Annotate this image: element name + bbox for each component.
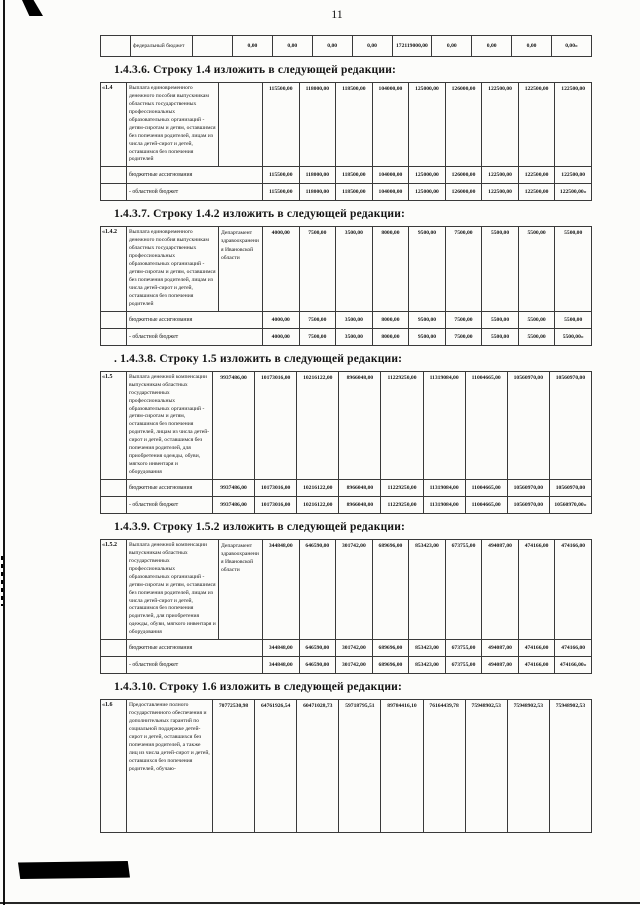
value-cell: 118000,00 xyxy=(299,167,336,184)
value-cell: 474166,00 xyxy=(518,539,555,639)
value-cell: 494087,00 xyxy=(482,640,519,657)
description-cell xyxy=(127,371,213,479)
value-cell: 5500,00 xyxy=(518,328,555,345)
value-cell: 8966048,00 xyxy=(339,371,381,479)
table-row xyxy=(101,328,592,345)
value-cell: 301742,00 xyxy=(336,657,373,674)
scan-artifact-left-edge-line xyxy=(3,0,5,905)
value-cell: 646590,00 xyxy=(299,657,336,674)
value-cell: 0,00 xyxy=(272,36,312,57)
description-text: Выплата денежной компенсации выпускникам областных государственных профессиональных образовательных организаций - детям-сиротам и детям, оставшимся без попечения родителей, лицам из числа детей-сирот и детей, оставшимся без попечения родителей, для приобретения одежды, обуви, мягкого инвентаря и оборудования xyxy=(129,541,216,636)
value-cell: 115500,00 xyxy=(263,167,300,184)
value-cell: 5500,00 xyxy=(482,311,519,328)
value-cell: 5500,00 xyxy=(518,311,555,328)
value-cell: 70772530,98 xyxy=(213,700,255,833)
value-cell: 5500,00 xyxy=(518,227,555,311)
value-cell: 10173016,00 xyxy=(255,479,297,496)
empty-cell xyxy=(101,657,127,674)
value-cell: 11319084,00 xyxy=(423,371,465,479)
value-cell: 75948902,53 xyxy=(507,700,549,833)
table-row xyxy=(101,496,592,513)
budget-level-label: федеральный бюджет xyxy=(131,36,193,57)
table-row xyxy=(101,167,592,184)
section-2 xyxy=(100,208,592,345)
value-cell: 10173016,00 xyxy=(255,371,297,479)
value-cell: 125000,00 xyxy=(409,167,446,184)
value-cell: 104000,00 xyxy=(372,184,409,201)
value-cell: 118000,00 xyxy=(299,83,336,167)
value-cell: 673755,00 xyxy=(445,539,482,639)
empty-cell xyxy=(101,36,131,57)
value-cell: 118500,00 xyxy=(336,184,373,201)
section-heading: 1.4.3.6. Строку 1.4 изложить в следующей редакции: xyxy=(114,64,397,76)
empty-cell xyxy=(101,328,127,345)
value-cell: 122500,00 xyxy=(555,83,592,167)
value-cell: 673755,00 xyxy=(445,640,482,657)
section-5 xyxy=(100,681,592,833)
value-cell: 5500,00 xyxy=(482,328,519,345)
value-cell: 118500,00 xyxy=(336,83,373,167)
value-cell: 10560970,00» xyxy=(549,496,591,513)
value-cell: 9937486,00 xyxy=(213,496,255,513)
value-cell: 8966048,00 xyxy=(339,479,381,496)
value-cell: 126000,00 xyxy=(445,167,482,184)
empty-cell xyxy=(101,640,127,657)
revision-table-4 xyxy=(100,539,592,674)
row-number-cell: «1.5 xyxy=(101,371,127,479)
value-cell: 122500,00 xyxy=(555,167,592,184)
row-label-cell: - областной бюджет xyxy=(127,328,263,345)
value-cell: 689696,00 xyxy=(372,640,409,657)
empty-cell xyxy=(101,184,127,201)
revision-table-5 xyxy=(100,699,592,833)
row-label-cell: бюджетные ассигнования xyxy=(127,640,263,657)
executor-cell: Департамент здравоохранения Ивановской области xyxy=(219,539,263,639)
value-cell: 89784416,10 xyxy=(381,700,423,833)
section-heading: 1.4.3.9. Строку 1.5.2 изложить в следующей редакции: xyxy=(114,520,406,533)
value-cell: 122500,00 xyxy=(518,83,555,167)
sections-container xyxy=(100,64,592,833)
value-cell: 115500,00 xyxy=(263,83,300,167)
table-row xyxy=(101,311,592,328)
revision-table-3 xyxy=(100,371,592,514)
table-row xyxy=(101,479,592,496)
value-cell: 7500,00 xyxy=(299,328,336,345)
value-cell: 122500,00 xyxy=(482,184,519,201)
value-cell: 5500,00 xyxy=(482,227,519,311)
executor-cell: Департамент здравоохранения Ивановской области xyxy=(219,227,263,311)
value-cell: 122500,00» xyxy=(555,184,592,201)
value-cell: 7500,00 xyxy=(299,311,336,328)
value-cell: 10560970,00 xyxy=(507,371,549,479)
scan-artifact-bottom-blob xyxy=(18,861,130,879)
value-cell: 122500,00 xyxy=(482,83,519,167)
value-cell: 75948902,53 xyxy=(465,700,507,833)
page-number: 11 xyxy=(331,7,343,21)
description-text: Выплата единовременного денежного пособия выпускникам областных государственных профессиональных образовательных организаций - детям-сиротам и детям, оставшимся без попечения родителей, лицам из числа детей-сирот и детей, оставшимся без попечения родителей xyxy=(129,85,216,163)
value-cell: 11319084,00 xyxy=(423,496,465,513)
value-cell: 115500,00 xyxy=(263,184,300,201)
value-cell: 494087,00 xyxy=(482,539,519,639)
row-label-cell: - областной бюджет xyxy=(127,657,263,674)
value-cell: 5500,00 xyxy=(555,311,592,328)
table-row xyxy=(101,371,592,479)
value-cell: 4000,00 xyxy=(263,311,300,328)
value-cell: 0,00 xyxy=(512,36,552,57)
value-cell: 3500,00 xyxy=(336,227,373,311)
value-cell: 0,00 xyxy=(472,36,512,57)
table-row xyxy=(101,700,592,833)
section-heading: 1.4.3.10. Строку 1.6 изложить в следующей редакции: xyxy=(114,681,402,694)
table-row xyxy=(101,539,592,639)
description-cell xyxy=(127,83,219,167)
table-row xyxy=(101,184,592,201)
value-cell: 7500,00 xyxy=(445,227,482,311)
value-cell: 126000,00 xyxy=(445,184,482,201)
description-text: Выплата денежной компенсации выпускникам областных государственных профессиональных образовательных организаций - детям-сиротам и детям, оставшимся без попечения родителей, лицам из числа детей-сирот и детей, оставшимся без попечения родителей, для приобретения одежды, обуви, мягкого инвентаря и оборудования xyxy=(129,373,210,475)
value-cell: 9500,00 xyxy=(409,227,446,311)
executor-cell xyxy=(219,83,263,167)
value-cell: 11229250,00 xyxy=(381,479,423,496)
table-row xyxy=(101,83,592,167)
value-cell: 10173016,00 xyxy=(255,496,297,513)
value-cell: 689696,00 xyxy=(372,657,409,674)
description-cell xyxy=(127,539,219,639)
value-cell: 104000,00 xyxy=(372,167,409,184)
value-cell: 10216122,00 xyxy=(297,479,339,496)
value-cell: 474166,00 xyxy=(518,640,555,657)
value-cell: 10216122,00 xyxy=(297,496,339,513)
value-cell: 474166,00 xyxy=(555,640,592,657)
section-heading: 1.4.3.7. Строку 1.4.2 изложить в следующей редакции: xyxy=(114,208,406,221)
value-cell: 8000,00 xyxy=(372,328,409,345)
value-cell: 126000,00 xyxy=(445,83,482,167)
value-cell: 7500,00 xyxy=(445,311,482,328)
value-cell: 60471028,73 xyxy=(297,700,339,833)
value-cell: 4000,00 xyxy=(263,328,300,345)
revision-table-1 xyxy=(100,82,592,201)
description-text: Выплата единовременного денежного пособия выпускникам областных государственных профессиональных образовательных организаций - детям-сиротам и детям, оставшимся без попечения родителей, лицам из числа детей-сирот и детей, оставшимся без попечения родителей xyxy=(129,229,216,307)
value-cell: 3500,00 xyxy=(336,311,373,328)
value-cell: 10560970,00 xyxy=(549,479,591,496)
value-cell: 0,00» xyxy=(552,36,592,57)
value-cell: 3500,00 xyxy=(336,328,373,345)
value-cell: 125000,00 xyxy=(409,184,446,201)
value-cell: 11229250,00 xyxy=(381,496,423,513)
empty-cell xyxy=(101,167,127,184)
value-cell: 11229250,00 xyxy=(381,371,423,479)
value-cell: 474166,00» xyxy=(555,657,592,674)
value-cell: 75948902,53 xyxy=(549,700,591,833)
value-cell: 10216122,00 xyxy=(297,371,339,479)
value-cell: 11004665,00 xyxy=(465,479,507,496)
value-cell: 59718795,51 xyxy=(339,700,381,833)
value-cell: 125000,00 xyxy=(409,83,446,167)
value-cell: 344848,00 xyxy=(263,539,300,639)
row-number-cell: «1.4 xyxy=(101,83,127,167)
row-label-cell: бюджетные ассигнования xyxy=(127,167,263,184)
section-4 xyxy=(100,521,592,674)
value-cell: 10560970,00 xyxy=(507,496,549,513)
row-label-cell: бюджетные ассигнования xyxy=(127,311,263,328)
value-cell: 474166,00 xyxy=(555,539,592,639)
description-cell xyxy=(127,700,213,833)
row-label-cell: - областной бюджет xyxy=(127,184,263,201)
value-cell: 122500,00 xyxy=(482,167,519,184)
value-cell: 646590,00 xyxy=(299,539,336,639)
value-cell: 4000,00 xyxy=(263,227,300,311)
value-cell: 9937486,00 xyxy=(213,479,255,496)
scan-artifact-bottom-edge-line xyxy=(0,902,640,904)
section-heading: . 1.4.3.8. Строку 1.5 изложить в следующей редакции: xyxy=(114,352,403,365)
value-cell: 9500,00 xyxy=(409,311,446,328)
row-number-cell: «1.4.2 xyxy=(101,227,127,311)
revision-table-2 xyxy=(100,226,592,345)
empty-cell xyxy=(193,36,233,57)
section-3 xyxy=(100,353,592,514)
value-cell: 5500,00 xyxy=(555,227,592,311)
value-cell: 0,00 xyxy=(352,36,392,57)
document-content xyxy=(100,35,592,833)
table-row xyxy=(101,36,592,57)
empty-cell xyxy=(101,311,127,328)
value-cell: 11004665,00 xyxy=(465,371,507,479)
value-cell: 9500,00 xyxy=(409,328,446,345)
value-cell: 8966048,00 xyxy=(339,496,381,513)
table-row xyxy=(101,640,592,657)
value-cell: 118000,00 xyxy=(299,184,336,201)
row-number-cell: «1.6 xyxy=(101,700,127,833)
scan-artifact-left-dashes xyxy=(1,556,3,606)
description-cell xyxy=(127,227,219,311)
value-cell: 64761926,54 xyxy=(255,700,297,833)
value-cell: 494087,00 xyxy=(482,657,519,674)
value-cell: 301742,00 xyxy=(336,539,373,639)
value-cell: 853423,00 xyxy=(409,657,446,674)
value-cell: 172119000,00 xyxy=(392,36,432,57)
value-cell: 122500,00 xyxy=(518,184,555,201)
value-cell: 10560970,00 xyxy=(507,479,549,496)
value-cell: 122500,00 xyxy=(518,167,555,184)
empty-cell xyxy=(101,496,127,513)
value-cell: 118500,00 xyxy=(336,167,373,184)
value-cell: 104000,00 xyxy=(372,83,409,167)
value-cell: 10560970,00 xyxy=(549,371,591,479)
value-cell: 0,00 xyxy=(432,36,472,57)
value-cell: 76164439,78 xyxy=(423,700,465,833)
section-1 xyxy=(100,64,592,201)
value-cell: 853423,00 xyxy=(409,640,446,657)
value-cell: 11004665,00 xyxy=(465,496,507,513)
table-row xyxy=(101,227,592,311)
value-cell: 7500,00 xyxy=(299,227,336,311)
value-cell: 673755,00 xyxy=(445,657,482,674)
top-partial-table xyxy=(100,35,592,57)
value-cell: 8000,00 xyxy=(372,311,409,328)
value-cell: 344848,00 xyxy=(263,657,300,674)
value-cell: 689696,00 xyxy=(372,539,409,639)
value-cell: 9937486,00 xyxy=(213,371,255,479)
description-text: Предоставление полного государственного обеспечения и дополнительных гарантий по социальной поддержке детей-сирот и детей, оставшихся без попечения родителей, а также лиц из числа детей-сирот и детей, оставшихся без попечения родителей, обучаю- xyxy=(129,702,210,772)
value-cell: 646590,00 xyxy=(299,640,336,657)
empty-cell xyxy=(101,479,127,496)
row-label-cell: бюджетные ассигнования xyxy=(127,479,213,496)
value-cell: 0,00 xyxy=(233,36,273,57)
value-cell: 5500,00» xyxy=(555,328,592,345)
value-cell: 8000,00 xyxy=(372,227,409,311)
row-label-cell: - областной бюджет xyxy=(127,496,213,513)
value-cell: 474166,00 xyxy=(518,657,555,674)
table-row xyxy=(101,657,592,674)
value-cell: 0,00 xyxy=(312,36,352,57)
value-cell: 301742,00 xyxy=(336,640,373,657)
value-cell: 11319084,00 xyxy=(423,479,465,496)
value-cell: 7500,00 xyxy=(445,328,482,345)
value-cell: 344848,00 xyxy=(263,640,300,657)
value-cell: 853423,00 xyxy=(409,539,446,639)
row-number-cell: «1.5.2 xyxy=(101,539,127,639)
